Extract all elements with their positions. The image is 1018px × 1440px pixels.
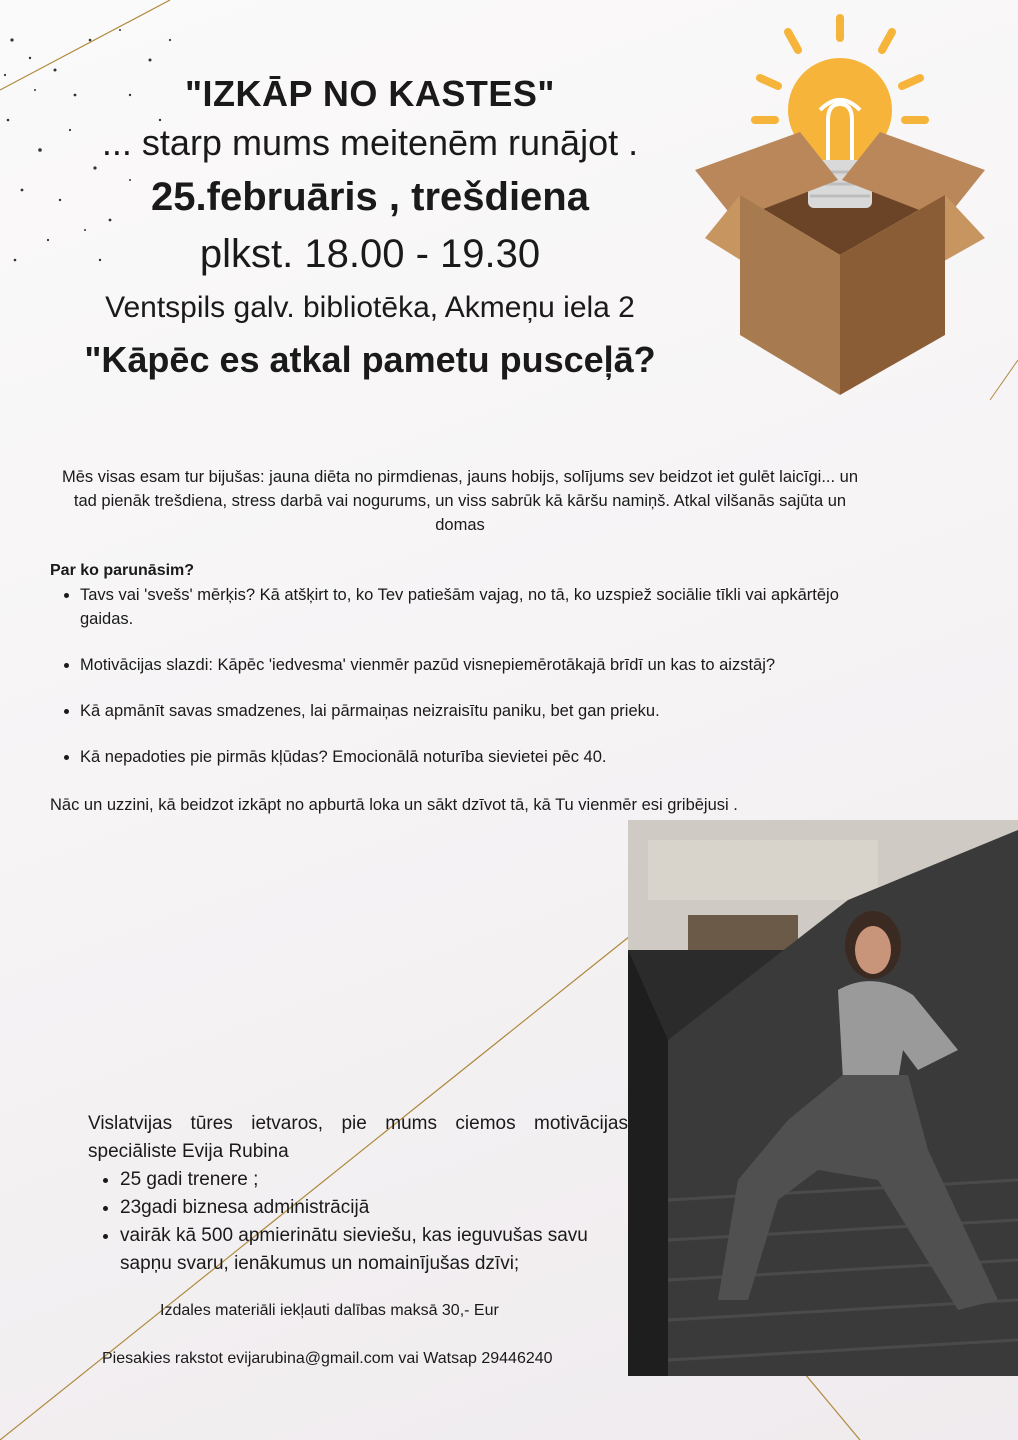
event-header (0, 70, 740, 386)
speaker-photo (628, 820, 1018, 1376)
list-item: • 23gadi biznesa administrācijā (120, 1194, 628, 1222)
speaker-intro-line1: Vislatvijas tūres ietvaros, pie mums ciemos motivācijas (88, 1113, 628, 1134)
box-lightbulb-icon (680, 10, 1000, 400)
speaker-intro-line2: speciāliste Evija Rubina (88, 1141, 289, 1162)
contact-info: Piesakies rakstot evijarubina@gmail.com vai Watsap 29446240 (102, 1350, 553, 1367)
event-title: "IZKĀP NO KASTES" (184, 73, 555, 114)
list-item: • 25 gadi trenere ; (120, 1166, 628, 1194)
topics-heading: Par ko parunāsim? (50, 562, 195, 579)
invite-text: Nāc un uzzini, kā beidzot izkāpt no apburtā loka un sākt dzīvot tā, kā Tu vienmēr esi gribējusi . (50, 796, 738, 814)
list-item: • Tavs vai 'svešs' mērķis? Kā atšķirt to, ko Tev patiešām vajag, no tā, ko uzspiež sociālie tīkli vai apkārtējo gaidas. (80, 583, 880, 631)
list-item: • Kā nepadoties pie pirmās kļūdas? Emocionālā noturība sievietei pēc 40. (80, 745, 880, 769)
event-question: "Kāpēc es atkal pametu pusceļā? (84, 339, 656, 380)
intro-paragraph: Mēs visas esam tur bijušas: jauna diēta no pirmdienas, jauns hobijs, solījums sev beidzot iet gulēt laicīgi... un tad pienāk trešdiena, stress darbā vai nogurums, un viss sabrūk kā kāršu namiņš. Atkal vilšanās sajūta un domas (61, 468, 859, 534)
event-location: Ventspils galv. bibliotēka, Akmeņu iela 2 (105, 291, 635, 324)
fee-info: Izdales materiāli iekļauti dalības maksā 30,- Eur (160, 1302, 499, 1319)
speaker-section (88, 1110, 628, 1278)
event-subtitle: ... starp mums meitenēm runājot . (101, 122, 639, 163)
topics-list (50, 583, 880, 791)
list-item: • vairāk kā 500 apmierinātu sieviešu, kas ieguvušas savu sapņu svaru, ienākumus un nomainījušas dzīvi; (120, 1222, 628, 1278)
event-time: plkst. 18.00 - 19.30 (199, 232, 541, 276)
list-item: • Motivācijas slazdi: Kāpēc 'iedvesma' vienmēr pazūd visnepiemērotākajā brīdī un kas to aizstāj? (80, 653, 880, 677)
speaker-credentials (88, 1166, 628, 1278)
list-item: • Kā apmānīt savas smadzenes, lai pārmaiņas neizraisītu paniku, bet gan prieku. (80, 699, 880, 723)
event-date: 25.februāris , trešdiena (151, 175, 589, 219)
